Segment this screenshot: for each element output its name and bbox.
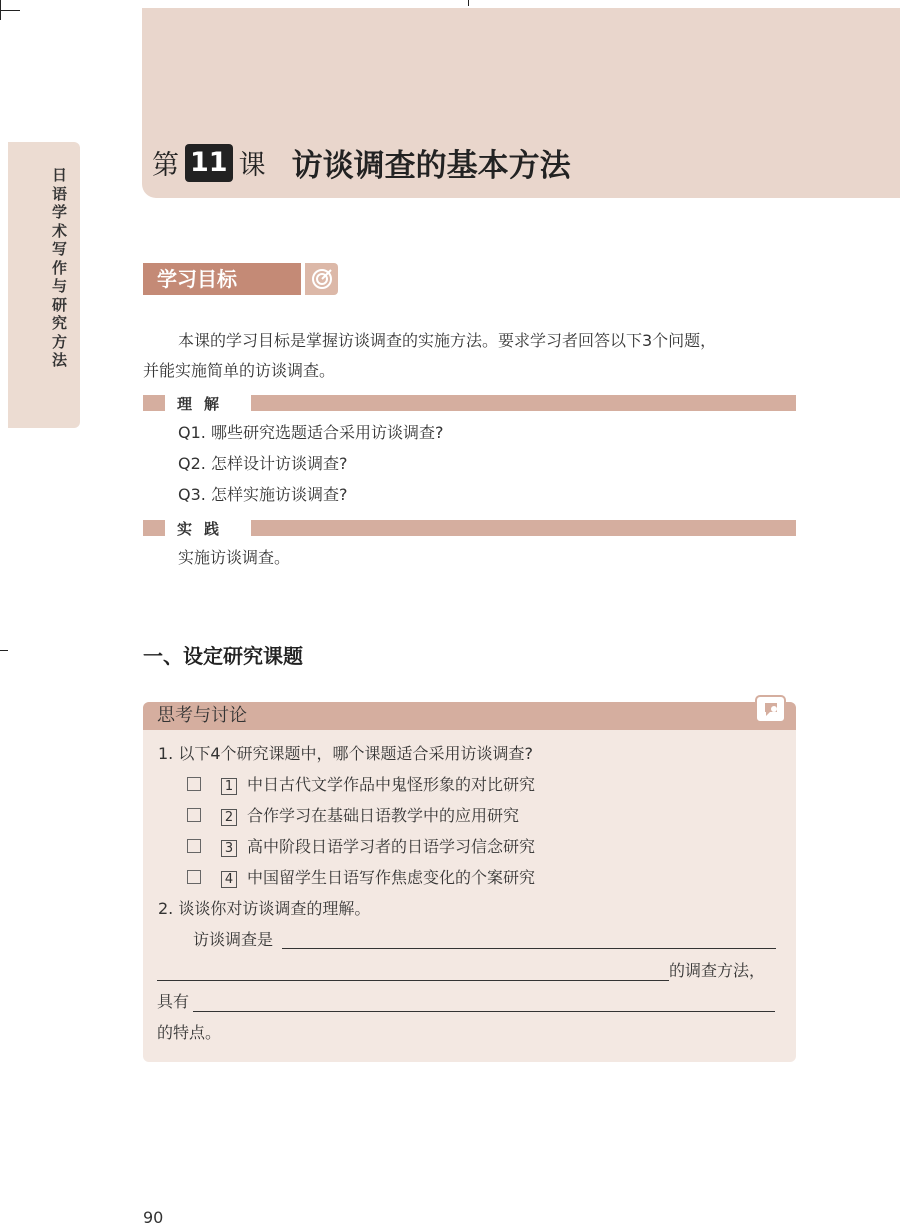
option-item[interactable] [187,863,535,893]
question-2: 2. 谈谈你对访谈调查的理解。 [158,899,371,918]
crop-mark [0,10,20,11]
practice-label: 实践 [165,518,243,539]
option-text: 中日古代文学作品中鬼怪形象的对比研究 [247,775,536,794]
option-item[interactable] [187,770,535,800]
intro-line-1: 本课的学习目标是掌握访谈调查的实施方法。要求学习者回答以下3个问题， [178,331,717,350]
practice-item: 实施访谈调查。 [178,548,291,567]
goals-badge: 学习目标 [143,263,301,295]
fill-text-2: 的调查方法， [669,961,766,980]
practice-bar [143,520,796,536]
fill-text-4: 的特点。 [157,1023,222,1042]
target-icon [305,263,338,295]
checkbox[interactable] [187,808,201,822]
intro-line-2: 并能实施简单的访谈调查。 [143,361,336,380]
checkbox[interactable] [187,870,201,884]
crop-mark [468,0,469,6]
goal-question: Q3. 怎样实施访谈调查? [178,485,348,504]
understand-bar [143,395,796,411]
page-number: 90 [143,1208,164,1227]
goal-question: Q2. 怎样设计访谈调查? [178,454,348,473]
goal-question: Q1. 哪些研究选题适合采用访谈调查? [178,423,444,442]
option-item[interactable] [187,801,519,831]
fill-text-1: 访谈调查是 [193,930,274,949]
option-number: 2 [221,809,237,826]
option-text: 中国留学生日语写作焦虑变化的个案研究 [247,868,536,887]
option-number: 3 [221,840,237,857]
question-1: 1. 以下4个研究课题中，哪个课题适合采用访谈调查? [158,744,534,763]
side-tab-text: 日语学术写作与研究方法 [52,166,68,369]
speech-bubble-icon [755,695,786,723]
fill-text-3: 具有 [157,992,190,1011]
crop-mark [0,650,8,651]
understand-label: 理解 [165,393,243,414]
option-item[interactable] [187,832,535,862]
option-text: 合作学习在基础日语教学中的应用研究 [247,806,520,825]
lesson-prefix: 第 [152,150,179,181]
section-heading: 一、设定研究课题 [143,644,303,668]
option-number: 1 [221,778,237,795]
discussion-header: 思考与讨论 [143,702,796,730]
lesson-number: 11 [185,144,233,182]
answer-blank[interactable] [282,948,776,949]
answer-blank[interactable] [157,980,669,981]
option-number: 4 [221,871,237,888]
lesson-title [152,140,571,185]
answer-blank[interactable] [193,1011,775,1012]
checkbox[interactable] [187,839,201,853]
page-title: 访谈调查的基本方法 [291,148,571,184]
lesson-suffix: 课 [238,150,266,181]
option-text: 高中阶段日语学习者的日语学习信念研究 [247,837,536,856]
checkbox[interactable] [187,777,201,791]
